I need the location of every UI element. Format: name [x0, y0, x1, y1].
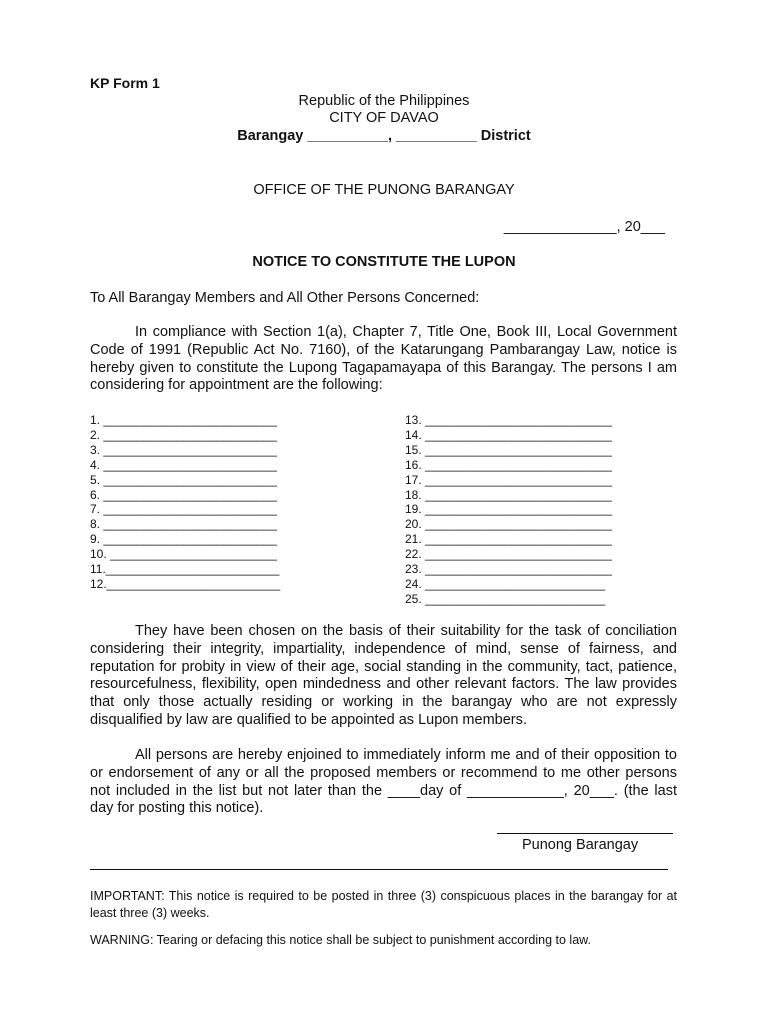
signature-line	[497, 833, 673, 834]
list-item: 10. _________________________	[90, 547, 277, 562]
notice-title: NOTICE TO CONSTITUTE THE LUPON	[252, 254, 516, 270]
paragraph-compliance: In compliance with Section 1(a), Chapter 7, Title One, Book III, Local Government Code of 1991 (Republic Act No. 7160), of the Katarungang Pambarangay Law, notice is hereby given to constitute the Lupong Tagapamayapa of this Barangay. The persons I am considering for appointment are the following:	[90, 324, 677, 394]
list-item: 12.__________________________	[90, 576, 281, 591]
divider-line	[90, 869, 668, 870]
header-republic: Republic of the Philippines	[298, 93, 470, 109]
list-item: 11.__________________________	[90, 562, 280, 577]
list-item: 17. ____________________________	[405, 472, 612, 487]
header-office: OFFICE OF THE PUNONG BARANGAY	[253, 182, 515, 198]
list-item: 15. ____________________________	[405, 442, 612, 457]
signature-label: Punong Barangay	[522, 837, 639, 853]
list-item: 18. ____________________________	[405, 487, 612, 502]
important-note: IMPORTANT: This notice is required to be posted in three (3) conspicuous places in the barangay for at least three (3) weeks.	[90, 889, 677, 920]
list-item: 14. ____________________________	[405, 427, 612, 442]
list-item: 1. __________________________	[90, 413, 277, 427]
list-item: 24. ___________________________	[405, 576, 606, 591]
warning-note: WARNING: Tearing or defacing this notice shall be subject to punishment according to law.	[90, 933, 591, 947]
salutation: To All Barangay Members and All Other Persons Concerned:	[90, 290, 480, 306]
appointee-list-left	[90, 413, 280, 592]
list-item: 3. __________________________	[90, 442, 277, 457]
list-item: 16. ____________________________	[405, 457, 612, 472]
date-line: ______________, 20___	[503, 219, 665, 235]
header-city: CITY OF DAVAO	[329, 110, 439, 126]
appointee-list-right	[405, 413, 612, 607]
list-item: 7. __________________________	[90, 502, 277, 517]
list-item: 23. ____________________________	[405, 562, 612, 577]
list-item: 6. __________________________	[90, 487, 277, 502]
list-item: 21. ____________________________	[405, 532, 612, 547]
list-item: 13. ____________________________	[405, 413, 612, 427]
list-item: 5. __________________________	[90, 472, 277, 487]
list-item: 2. __________________________	[90, 427, 277, 442]
list-item: 25. ___________________________	[405, 591, 606, 606]
list-item: 22. ____________________________	[405, 547, 612, 562]
paragraph-selection-basis: They have been chosen on the basis of their suitability for the task of conciliation considering their integrity, impartiality, independence of mind, sense of fairness, and reputation for probity in view of their age, social standing in the community, tact, patience, resourcefulness, flexibility, open mindedness and other relevant factors. The law provides that only those actually residing or working in the barangay who are not expressly disqualified by law are qualified to be appointed as Lupon members.	[90, 623, 677, 728]
list-item: 19. ____________________________	[405, 502, 612, 517]
paragraph-opposition-notice: All persons are hereby enjoined to immediately inform me and of their opposition to or endorsement of any or all the proposed members or recommend to me other persons not included in the list but not later than the ____day of ____________, 20___. (the last day for posting this notice).	[90, 747, 677, 817]
list-item: 9. __________________________	[90, 532, 277, 547]
list-item: 4. __________________________	[90, 457, 277, 472]
header-barangay-line: Barangay __________, __________ District	[237, 128, 531, 144]
form-id: KP Form 1	[90, 75, 160, 91]
list-item: 20. ____________________________	[405, 517, 612, 532]
list-item: 8. __________________________	[90, 517, 277, 532]
